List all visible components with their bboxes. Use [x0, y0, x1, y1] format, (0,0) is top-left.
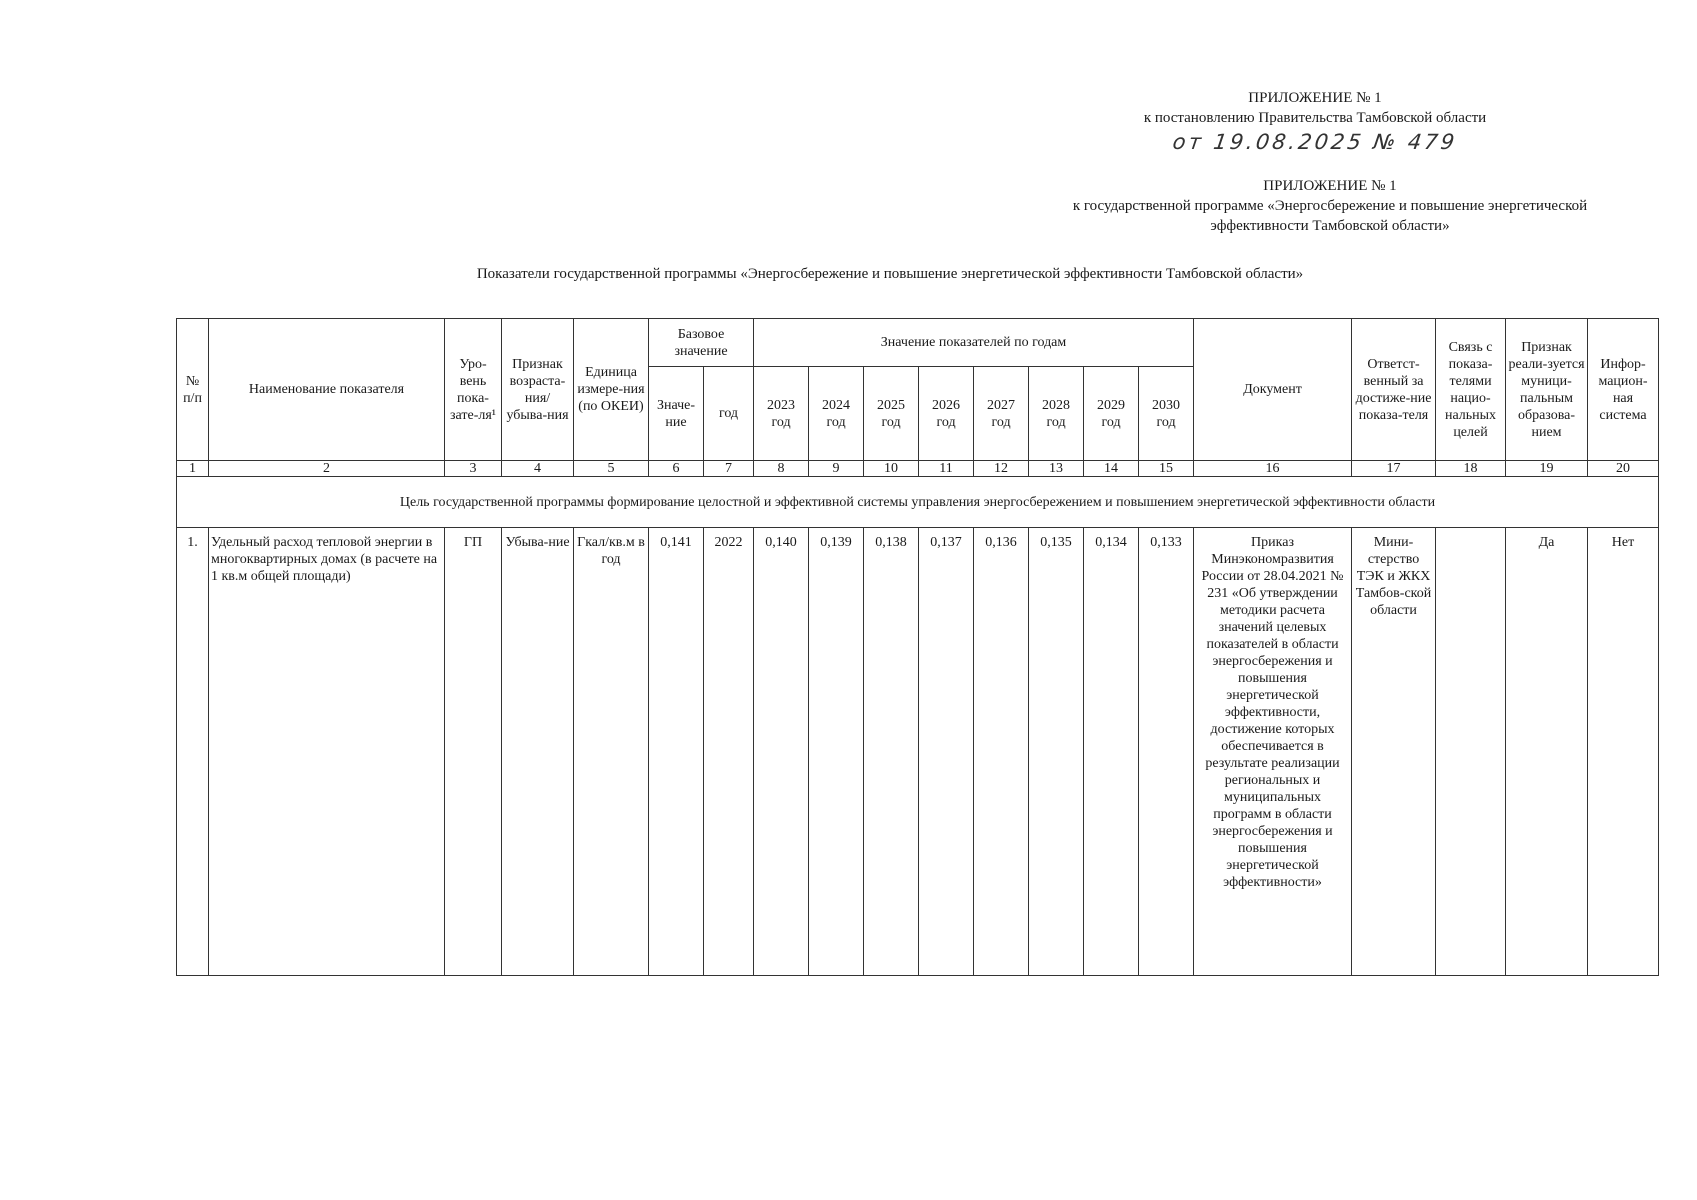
- column-number: 13: [1029, 461, 1084, 477]
- indicators-table: [176, 318, 1659, 976]
- header-base: Базовое значение: [649, 319, 754, 367]
- cell-value-2023: 0,140: [754, 528, 809, 976]
- cell-value-2024: 0,139: [809, 528, 864, 976]
- cell-value-2028: 0,135: [1029, 528, 1084, 976]
- header-responsible: Ответст-венный за достиже-ние показа-теля: [1352, 319, 1436, 461]
- appendix-header-program: [1020, 176, 1640, 236]
- column-number: 20: [1588, 461, 1659, 477]
- appendix-title: ПРИЛОЖЕНИЕ № 1: [1263, 178, 1397, 194]
- header-year: 2023 год: [754, 367, 809, 461]
- header-year: 2028 год: [1029, 367, 1084, 461]
- column-number: 15: [1139, 461, 1194, 477]
- column-number: 6: [649, 461, 704, 477]
- header-base-year: год: [704, 367, 754, 461]
- header-year: 2025 год: [864, 367, 919, 461]
- cell-level: ГП: [445, 528, 502, 976]
- header-year: 2026 год: [919, 367, 974, 461]
- cell-value-2027: 0,136: [974, 528, 1029, 976]
- column-number: 11: [919, 461, 974, 477]
- cell-value-2030: 0,133: [1139, 528, 1194, 976]
- header-unit: Единица измере-ния (по ОКЕИ): [574, 319, 649, 461]
- column-number: 14: [1084, 461, 1139, 477]
- header-document: Документ: [1194, 319, 1352, 461]
- header-year: 2029 год: [1084, 367, 1139, 461]
- appendix-subtitle: к постановлению Правительства Тамбовской области: [1143, 110, 1487, 126]
- column-number: 5: [574, 461, 649, 477]
- appendix-line: эффективности Тамбовской области»: [1210, 218, 1450, 234]
- header-base-value: Значе-ние: [649, 367, 704, 461]
- column-number: 18: [1436, 461, 1506, 477]
- cell-base-year: 2022: [704, 528, 754, 976]
- header-municipal: Признак реали-зуется муници-пальным образова-нием: [1506, 319, 1588, 461]
- header-link: Связь с показа-телями нацио-нальных целей: [1436, 319, 1506, 461]
- cell-trend: Убыва-ние: [502, 528, 574, 976]
- column-number: 2: [209, 461, 445, 477]
- cell-info-system: Нет: [1588, 528, 1659, 976]
- handwritten-date-number: от 19.08.2025 № 479: [1171, 130, 1459, 154]
- cell-link: [1436, 528, 1506, 976]
- header-num: № п/п: [177, 319, 209, 461]
- program-goal: Цель государственной программы формирование целостной и эффективной системы управления энергосбережением и повышением энергетической эффективности области: [177, 477, 1659, 528]
- appendix-header-resolution: [1080, 88, 1550, 154]
- document-title: Показатели государственной программы «Энергосбережение и повышение энергетической эффективности Тамбовской области»: [476, 266, 1304, 282]
- cell-num: 1.: [177, 528, 209, 976]
- header-year: 2030 год: [1139, 367, 1194, 461]
- cell-value-2026: 0,137: [919, 528, 974, 976]
- appendix-title: ПРИЛОЖЕНИЕ № 1: [1248, 90, 1382, 106]
- column-number: 8: [754, 461, 809, 477]
- column-number: 10: [864, 461, 919, 477]
- cell-document: Приказ Минэкономразвития России от 28.04.2021 № 231 «Об утверждении методики расчета значений целевых показателей в области энергосбережения и повышения энергетической эффективности, достижение которых обеспечивается в результате реализации региональных и муниципальных программ в области энергосбережения и повышения энергетической эффективности»: [1194, 528, 1352, 976]
- cell-value-2029: 0,134: [1084, 528, 1139, 976]
- cell-name: Удельный расход тепловой энергии в многоквартирных домах (в расчете на 1 кв.м общей площади): [209, 528, 445, 976]
- header-trend: Признак возраста-ния/ убыва-ния: [502, 319, 574, 461]
- column-number: 19: [1506, 461, 1588, 477]
- column-number: 17: [1352, 461, 1436, 477]
- cell-municipal: Да: [1506, 528, 1588, 976]
- header-year: 2024 год: [809, 367, 864, 461]
- column-number: 1: [177, 461, 209, 477]
- column-number: 7: [704, 461, 754, 477]
- header-level: Уро-вень пока-зате-ля¹: [445, 319, 502, 461]
- appendix-line: к государственной программе «Энергосбережение и повышение энергетической: [1072, 198, 1588, 214]
- column-number: 16: [1194, 461, 1352, 477]
- cell-value-2025: 0,138: [864, 528, 919, 976]
- header-name: Наименование показателя: [209, 319, 445, 461]
- column-number: 9: [809, 461, 864, 477]
- header-info-system: Инфор-мацион-ная система: [1588, 319, 1659, 461]
- cell-base-value: 0,141: [649, 528, 704, 976]
- table-row: [177, 528, 1659, 976]
- header-year: 2027 год: [974, 367, 1029, 461]
- column-number: 3: [445, 461, 502, 477]
- header-years-group: Значение показателей по годам: [754, 319, 1194, 367]
- column-number: 12: [974, 461, 1029, 477]
- cell-unit: Гкал/кв.м в год: [574, 528, 649, 976]
- column-number: 4: [502, 461, 574, 477]
- cell-responsible: Мини-стерство ТЭК и ЖКХ Тамбов-ской области: [1352, 528, 1436, 976]
- column-number-row: [177, 461, 1659, 477]
